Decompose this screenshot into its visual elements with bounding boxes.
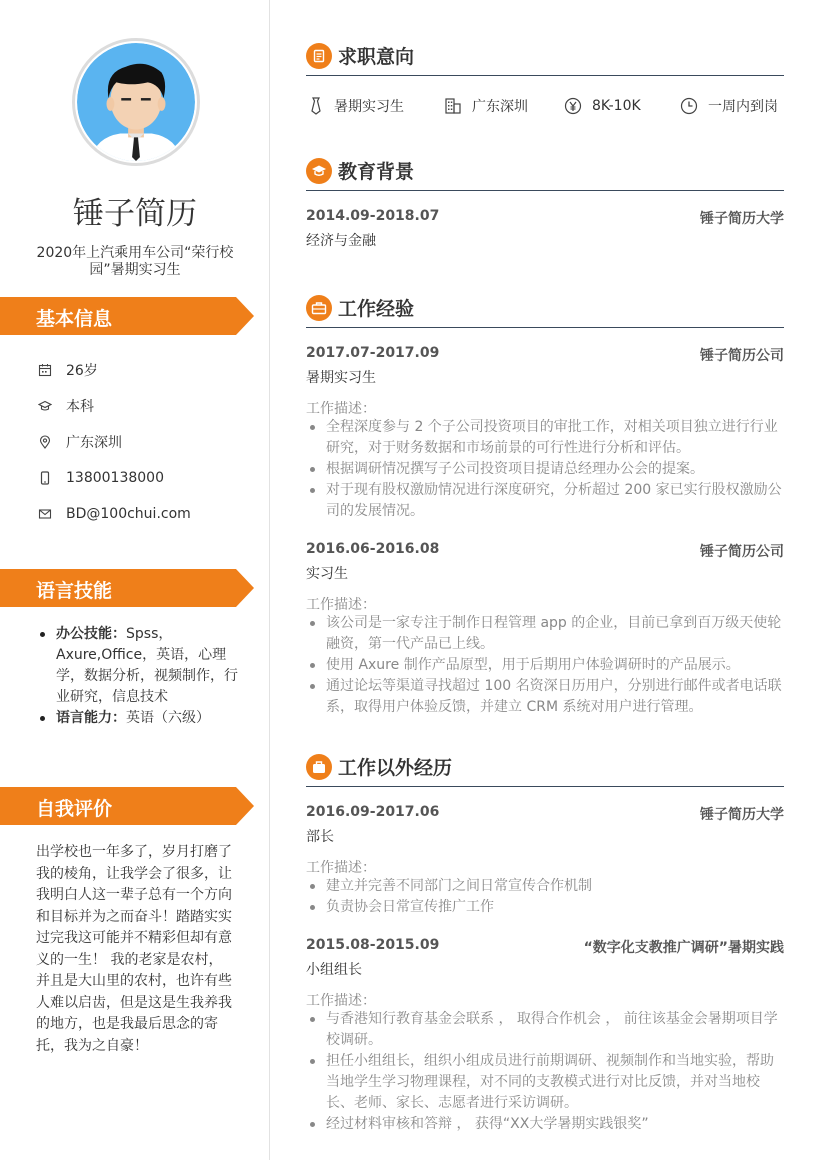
language-skills-title: 语言技能 (36, 580, 113, 602)
job-intent-header (306, 40, 784, 76)
other-experience-title: 工作以外经历 (338, 757, 453, 779)
work-2-org: 锤子简历公司 (700, 544, 784, 560)
list-item: 负责协会日常宣传推广工作 (306, 897, 784, 918)
clock-icon (680, 97, 698, 115)
info-item-email: BD@100chui.com (38, 496, 191, 532)
info-item-degree: 本科 (38, 388, 191, 424)
list-item: 建立并完善不同部门之间日常宣传合作机制 (306, 876, 784, 897)
job-intent-row (306, 94, 784, 118)
skill-item-office: 办公技能：Spss，Axure,Office，英语，心理学，数据分析，视频制作，行业研究，信息技术 (38, 624, 238, 708)
bag-icon (306, 754, 332, 780)
work-2-role: 实习生 (306, 566, 348, 582)
work-1-role: 暑期实习生 (306, 370, 376, 386)
list-item: 与香港知行教育基金会联系 ， 取得合作机会 ， 前往该基金会暑期项目学校调研。 (306, 1009, 784, 1051)
list-item: 使用 Axure 制作产品原型，用于后期用户体验调研时的产品展示。 (306, 655, 784, 676)
other-2-org: “数字化支教推广调研”暑期实践 (583, 940, 784, 956)
self-evaluation-banner (0, 787, 254, 825)
work-1-desc-label: 工作描述： (306, 401, 376, 417)
briefcase-icon (306, 295, 332, 321)
tie-icon (308, 97, 324, 115)
self-evaluation-title: 自我评价 (36, 798, 113, 820)
building-icon (444, 97, 462, 115)
work-experience-title: 工作经验 (338, 298, 415, 320)
info-item-location: 广东深圳 (38, 424, 191, 460)
work-1-date: 2017.07-2017.09 (306, 345, 440, 361)
intent-city: 广东深圳 (444, 94, 528, 118)
work-experience-header (306, 292, 784, 328)
list-item: 该公司是一家专注于制作日程管理 app 的企业，目前已拿到百万级天使轮融资，第一代产品已上线。 (306, 613, 784, 655)
job-intent-title: 求职意向 (338, 46, 415, 68)
basic-info-banner (0, 297, 254, 335)
work-2-bullets (306, 613, 784, 718)
profile-subtitle: 2020年上汽乘用车公司“荣行校园”暑期实习生 (36, 245, 234, 278)
list-item: 担任小组组长，组织小组成员进行前期调研、视频制作和当地实验，帮助当地学生学习物理课程，对不同的支教模式进行对比反馈，并对当地校长、老师、家长、志愿者进行采访调研。 (306, 1051, 784, 1114)
other-2-role: 小组组长 (306, 962, 362, 978)
other-experience-header (306, 751, 784, 787)
other-1-role: 部长 (306, 829, 334, 845)
language-skills-banner (0, 569, 254, 607)
education-title: 教育背景 (338, 161, 415, 183)
sidebar (0, 0, 270, 1160)
intent-position: 暑期实习生 (308, 94, 404, 118)
profile-name: 锤子简历 (73, 196, 197, 232)
basic-info-title: 基本信息 (36, 308, 113, 330)
other-2-bullets (306, 1009, 784, 1135)
intent-salary: 8K-10K (564, 94, 641, 118)
avatar-illustration (77, 43, 195, 161)
skill-item-language: 语言能力：英语（六级） (38, 708, 238, 729)
phone-icon (38, 471, 52, 485)
other-1-org: 锤子简历大学 (700, 807, 784, 823)
list-item: 经过材料审核和答辩 ， 获得“XX大学暑期实践银奖” (306, 1114, 784, 1135)
list-item: 全程深度参与 2 个子公司投资项目的审批工作，对相关项目独立进行行业研究，对于财务数据和市场前景的可行性进行分析和评估。 (306, 417, 784, 459)
calendar-icon (38, 363, 52, 377)
work-1-bullets (306, 417, 784, 522)
other-1-desc-label: 工作描述： (306, 860, 376, 876)
other-2-desc-label: 工作描述： (306, 993, 376, 1009)
list-item: 根据调研情况撰写子公司投资项目提请总经理办公会的提案。 (306, 459, 784, 480)
graduation-cap-icon (38, 399, 52, 413)
info-item-phone: 13800138000 (38, 460, 191, 496)
resume-icon (306, 43, 332, 69)
education-major: 经济与金融 (306, 233, 376, 249)
work-2-desc-label: 工作描述： (306, 597, 376, 613)
avatar (72, 38, 200, 166)
basic-info-list (38, 352, 191, 532)
location-pin-icon (38, 435, 52, 449)
other-1-date: 2016.09-2017.06 (306, 804, 440, 820)
other-2-date: 2015.08-2015.09 (306, 937, 440, 953)
education-header (306, 155, 784, 191)
work-1-org: 锤子简历公司 (700, 348, 784, 364)
graduation-cap-icon (306, 158, 332, 184)
list-item: 对于现有股权激励情况进行深度研究，分析超过 200 家已实行股权激励公司的发展情况。 (306, 480, 784, 522)
education-date: 2014.09-2018.07 (306, 208, 440, 224)
other-1-bullets (306, 876, 784, 918)
self-evaluation-text: 出学校也一年多了，岁月打磨了我的棱角，让我学会了很多，让我明白人这一辈子总有一个方向和目标并为之而奋斗！踏踏实实过完我这可能并不精彩但却有意义的一生！ 我的老家是农村，并且是大山里的农村，也许有些人难以启齿，但是这是生我养我的地方，也是我最后思念的寄托，我为之自豪！ (36, 844, 232, 1054)
info-item-age: 26岁 (38, 352, 191, 388)
list-item: 通过论坛等渠道寻找超过 100 名资深日历用户，分别进行邮件或者电话联系，取得用户体验反馈，并建立 CRM 系统对用户进行管理。 (306, 676, 784, 718)
mail-icon (38, 507, 52, 521)
education-school: 锤子简历大学 (700, 211, 784, 227)
intent-availability: 一周内到岗 (680, 94, 778, 118)
work-2-date: 2016.06-2016.08 (306, 541, 440, 557)
language-skills-list (38, 624, 238, 729)
yen-icon (564, 97, 582, 115)
